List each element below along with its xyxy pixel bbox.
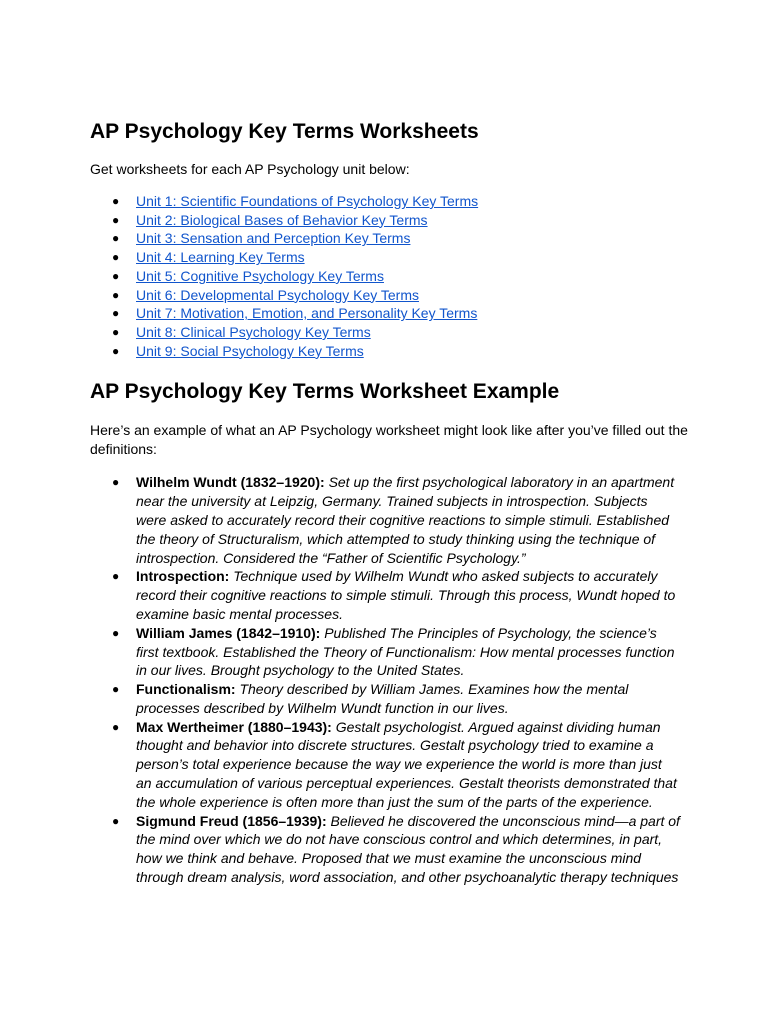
- term-definition: Theory described by William James. Examines how the mental processes described by Wilhelm Wundt function in our lives.: [136, 681, 629, 716]
- bullet-icon: ●: [112, 212, 120, 227]
- bullet-icon: ●: [112, 306, 120, 321]
- term-definition: Technique used by Wilhelm Wundt who asked subjects to accurately record their cognitive reactions to simple stimuli. Through this process, Wundt hoped to examine basic mental processes.: [136, 568, 676, 622]
- term-item: [90, 473, 681, 567]
- term-definition: Gestalt psychologist. Argued against dividing human thought and behavior into discrete structures. Gestalt psychology tried to examine a person’s total experience because the way we experience the world is more than just an accumulation of various perceptual experiences. Gestalt theorists demonstrated that the whole experience is often more than just the sum of the parts of the experience.: [136, 718, 677, 810]
- bullet-icon: ●: [112, 813, 120, 828]
- term-definition: Believed he discovered the unconscious mind—a part of the mind over which we do not have conscious control and which determines, in part, how we think and behave. Proposed that we must examine the unconscious mind through dream analysis, word association, and other psychoanalytic therapy techniques: [136, 812, 680, 886]
- term-name: Wilhelm Wundt (1832–1920):: [136, 474, 325, 491]
- term-item: [90, 718, 681, 812]
- term-item: [90, 624, 681, 680]
- document-page: [90, 112, 690, 887]
- list-item: [90, 229, 690, 248]
- bullet-icon: ●: [112, 569, 120, 584]
- unit-3-link[interactable]: Unit 3: Sensation and Perception Key Terms: [136, 230, 411, 247]
- page-title: AP Psychology Key Terms Worksheets: [90, 120, 479, 143]
- term-name: Functionalism:: [136, 681, 236, 698]
- term-name: Sigmund Freud (1856–1939):: [136, 812, 327, 829]
- list-item: [90, 211, 690, 230]
- term-item: [90, 680, 681, 718]
- bullet-icon: ●: [112, 719, 120, 734]
- intro-paragraph: Get worksheets for each AP Psychology unit below:: [90, 161, 410, 177]
- bullet-icon: ●: [112, 324, 120, 339]
- list-item: [90, 267, 690, 286]
- bullet-icon: ●: [112, 343, 120, 358]
- bullet-icon: ●: [112, 194, 120, 208]
- bullet-icon: ●: [112, 625, 120, 640]
- list-item: [90, 192, 690, 211]
- unit-7-link[interactable]: Unit 7: Motivation, Emotion, and Personality Key Terms: [136, 305, 478, 322]
- unit-6-link[interactable]: Unit 6: Developmental Psychology Key Terms: [136, 286, 419, 303]
- term-item: [90, 567, 681, 623]
- section-heading: AP Psychology Key Terms Worksheet Example: [90, 380, 560, 404]
- unit-2-link[interactable]: Unit 2: Biological Bases of Behavior Key Terms: [136, 211, 428, 228]
- unit-9-link[interactable]: Unit 9: Social Psychology Key Terms: [136, 342, 364, 359]
- term-definition: Set up the first psychological laboratory in an apartment near the university at Leipzig, Germany. Trained subjects in introspection. Subjects were asked to accurately record their cognitive reactions to simple stimuli. Established the theory of Structuralism, which attempted to study thinking using the technique of introspection. Considered the “Father of Scientific Psychology.”: [136, 474, 675, 566]
- list-item: [90, 342, 690, 361]
- unit-links-list: [90, 192, 690, 360]
- key-terms-list: [90, 473, 690, 887]
- bullet-icon: ●: [112, 682, 120, 697]
- example-intro-paragraph: Here’s an example of what an AP Psychology worksheet might look like after you’ve filled out the definitions:: [90, 422, 688, 458]
- unit-4-link[interactable]: Unit 4: Learning Key Terms: [136, 249, 305, 266]
- list-item: [90, 323, 690, 342]
- term-name: Max Wertheimer (1880–1943):: [136, 718, 332, 735]
- term-name: Introspection:: [136, 568, 230, 585]
- unit-1-link[interactable]: Unit 1: Scientific Foundations of Psychology Key Terms: [136, 193, 479, 209]
- term-name: William James (1842–1910):: [136, 624, 321, 641]
- list-item: [90, 304, 690, 323]
- list-item: [90, 286, 690, 305]
- bullet-icon: ●: [112, 250, 120, 265]
- bullet-icon: ●: [112, 231, 120, 246]
- bullet-icon: ●: [112, 268, 120, 283]
- bullet-icon: ●: [112, 475, 120, 490]
- term-definition: Published The Principles of Psychology, the science’s first textbook. Established the Theory of Functionalism: How mental processes function in our lives. Brought psychology to the United States.: [136, 624, 675, 679]
- bullet-icon: ●: [112, 287, 120, 302]
- unit-8-link[interactable]: Unit 8: Clinical Psychology Key Terms: [136, 323, 371, 340]
- list-item: [90, 248, 690, 267]
- term-item: [90, 812, 681, 887]
- unit-5-link[interactable]: Unit 5: Cognitive Psychology Key Terms: [136, 267, 384, 284]
